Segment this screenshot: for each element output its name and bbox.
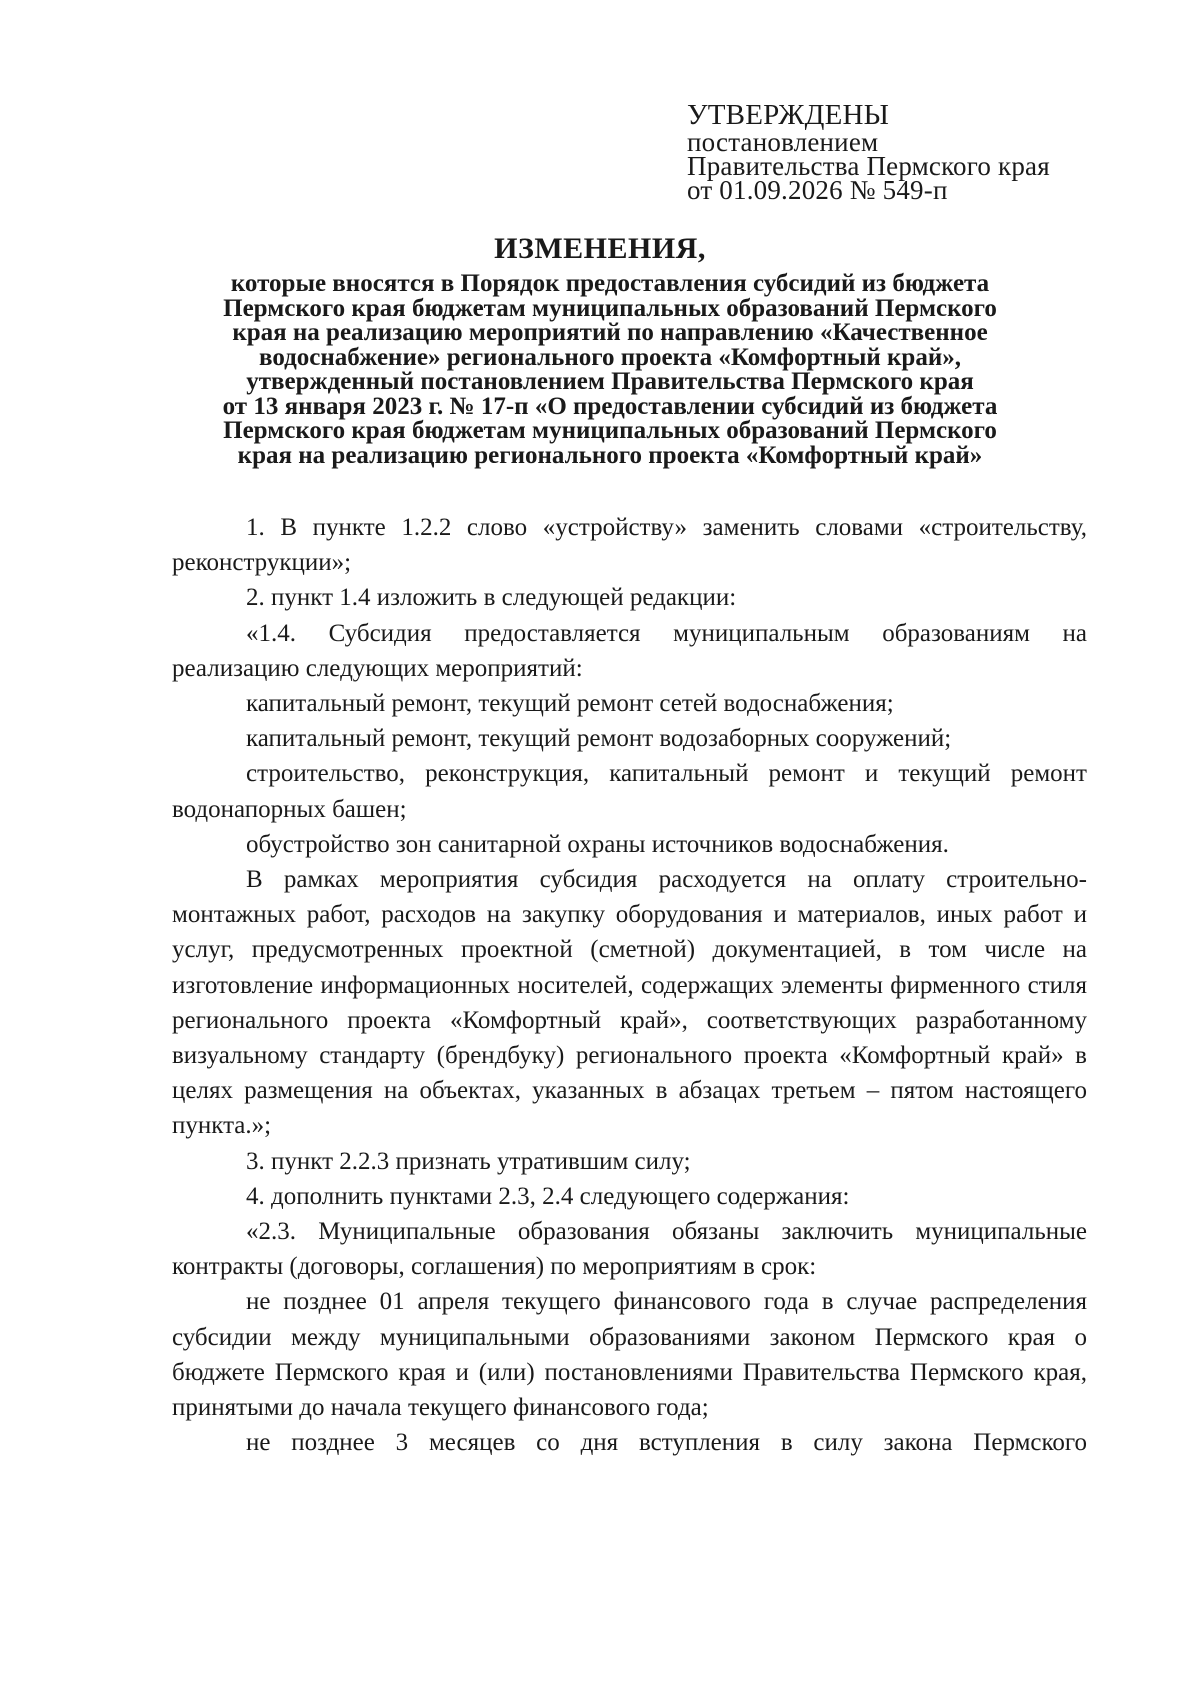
- paragraph-7: обустройство зон санитарной охраны источников водоснабжения.: [246, 830, 949, 858]
- subheading-line: от 13 января 2023 г. № 17-п «О предоставлении субсидий из бюджета: [222, 392, 998, 420]
- paragraph-10: 4. дополнить пунктами 2.3, 2.4 следующего содержания:: [246, 1182, 850, 1210]
- subheading-line: Пермского края бюджетам муниципальных образований Пермского: [223, 417, 997, 444]
- approval-line-3: от 01.09.2026 № 549-п: [687, 175, 948, 205]
- approval-line-1: постановлением: [687, 127, 879, 157]
- approval-line-2: Правительства Пермского края: [687, 151, 1050, 181]
- paragraph-2: 2. пункт 1.4 изложить в следующей редакции:: [246, 584, 737, 612]
- subheading-line: которые вносятся в Порядок предоставления субсидий из бюджета: [230, 270, 990, 297]
- document-subheading: [150, 272, 1070, 468]
- document-body: [172, 510, 1087, 1460]
- subheading-line: края на реализацию регионального проекта «Комфортный край»: [237, 441, 983, 469]
- paragraph-6: строительство, реконструкция, капитальный ремонт и текущий ремонт водонапорных башен;: [172, 760, 1087, 823]
- approval-stamp: [687, 99, 1050, 205]
- paragraph-9: 3. пункт 2.2.3 признать утратившим силу;: [246, 1147, 691, 1175]
- paragraph-4: капитальный ремонт, текущий ремонт сетей водоснабжения;: [246, 690, 894, 718]
- paragraph-1: 1. В пункте 1.2.2 слово «устройству» заменить словами «строительству, реконструкции»;: [172, 514, 1087, 577]
- approval-title: УТВЕРЖДЕНЫ: [687, 99, 890, 131]
- subheading-line: водоснабжение» регионального проекта «Комфортный край»,: [259, 343, 961, 371]
- paragraph-12: не позднее 01 апреля текущего финансового года в случае распределения субсидии между муниципальными образованиями законом Пермского края о бюджете Пермского края и (или) постановлениями Правительства Пермского края, принятыми до начала текущего финансового года;: [172, 1288, 1087, 1422]
- document-heading: ИЗМЕНЕНИЯ,: [494, 232, 706, 265]
- paragraph-13: не позднее 3 месяцев со дня вступления в силу закона Пермского: [246, 1429, 1087, 1457]
- subheading-line: утвержденный постановлением Правительства Пермского края: [246, 368, 974, 395]
- subheading-line: Пермского края бюджетам муниципальных образований Пермского: [223, 294, 997, 322]
- paragraph-3: «1.4. Субсидия предоставляется муниципальным образованиям на реализацию следующих мероприятий:: [172, 619, 1087, 682]
- subheading-line: края на реализацию мероприятий по направлению «Качественное: [232, 319, 988, 346]
- paragraph-11: «2.3. Муниципальные образования обязаны заключить муниципальные контракты (договоры, соглашения) по мероприятиям в срок:: [172, 1218, 1087, 1281]
- paragraph-8: В рамках мероприятия субсидия расходуется на оплату строительно-монтажных работ, расходов на закупку оборудования и материалов, иных работ и услуг, предусмотренных проектной (сметной) документацией, в том числе на изготовление информационных носителей, содержащих элементы фирменного стиля регионального проекта «Комфортный край», соответствующих разработанному визуальному стандарту (брендбуку) регионального проекта «Комфортный край» в целях размещения на объектах, указанных в абзацах третьем – пятом настоящего пункта.»;: [172, 866, 1087, 1140]
- paragraph-5: капитальный ремонт, текущий ремонт водозаборных сооружений;: [246, 725, 952, 753]
